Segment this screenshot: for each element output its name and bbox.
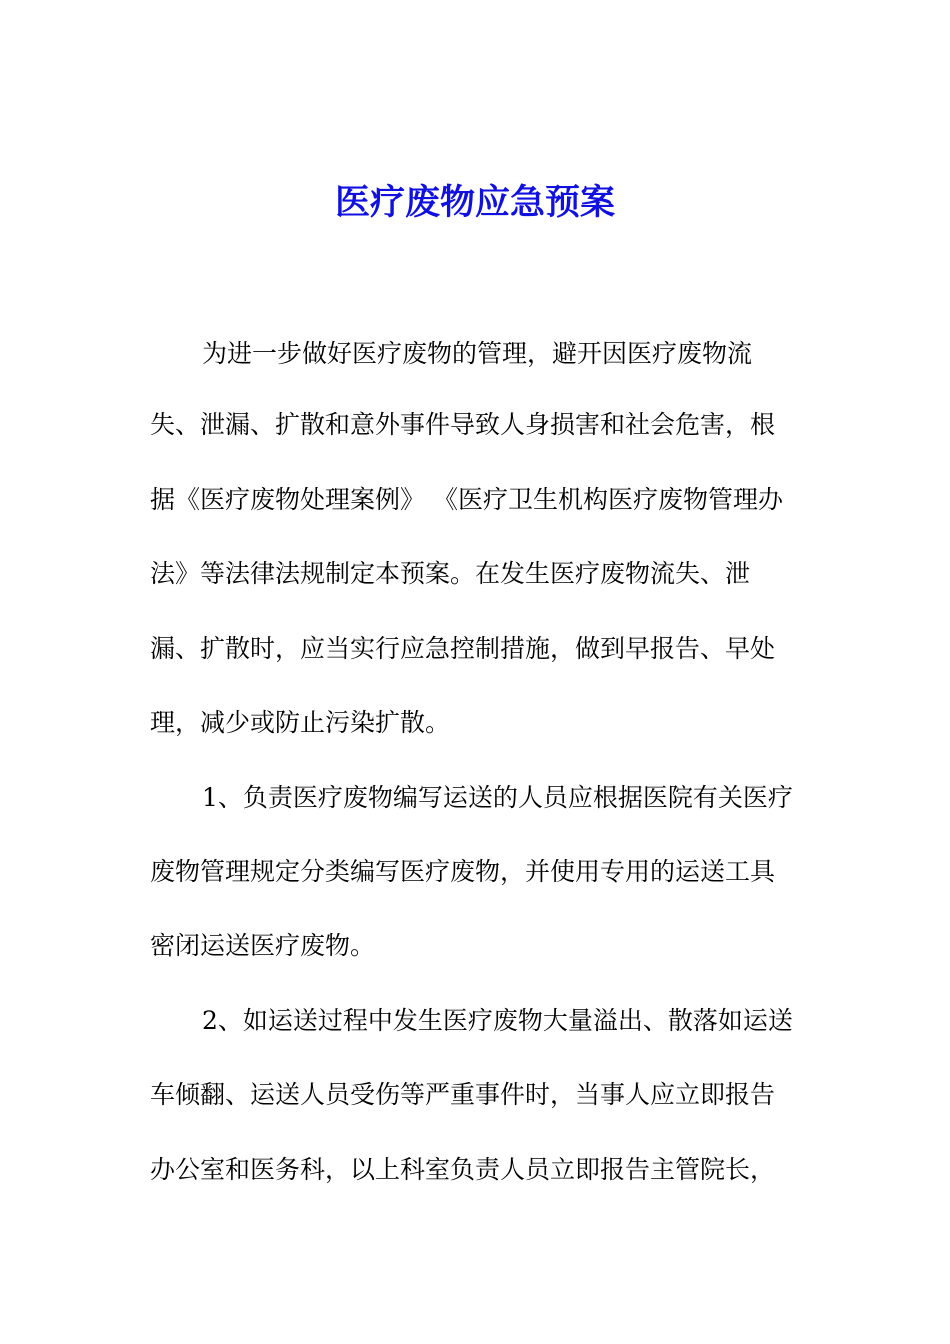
paragraph-line: 车倾翻、运送人员受伤等严重事件时，当事人应立即报告 (150, 1080, 776, 1109)
paragraph-line: 1、负责医疗废物编写运送的人员应根据医院有关医疗 (202, 783, 793, 812)
paragraph-line: 密闭运送医疗废物。 (150, 931, 376, 960)
document-title: 医疗废物应急预案 (334, 182, 615, 223)
paragraph-line: 废物管理规定分类编写医疗废物，并使用专用的运送工具 (150, 857, 776, 886)
paragraph-line: 据《医疗废物处理案例》 《医疗卫生机构医疗废物管理办 (150, 485, 783, 514)
paragraph-line: 2、如运送过程中发生医疗废物大量溢出、散落如运送 (202, 1006, 793, 1035)
paragraph-line: 办公室和医务科，以上科室负责人员立即报告主管院长， (150, 1155, 776, 1184)
paragraph-line: 理，减少或防止污染扩散。 (150, 708, 451, 737)
paragraph-line: 法》等法律法规制定本预案。在发生医疗废物流失、泄 (150, 559, 751, 588)
paragraph-line: 失、泄漏、扩散和意外事件导致人身损害和社会危害，根 (150, 410, 776, 439)
paragraph-line: 为进一步做好医疗废物的管理，避开因医疗废物流 (202, 339, 753, 368)
paragraph-line: 漏、扩散时，应当实行应急控制措施，做到早报告、早处 (150, 634, 776, 663)
